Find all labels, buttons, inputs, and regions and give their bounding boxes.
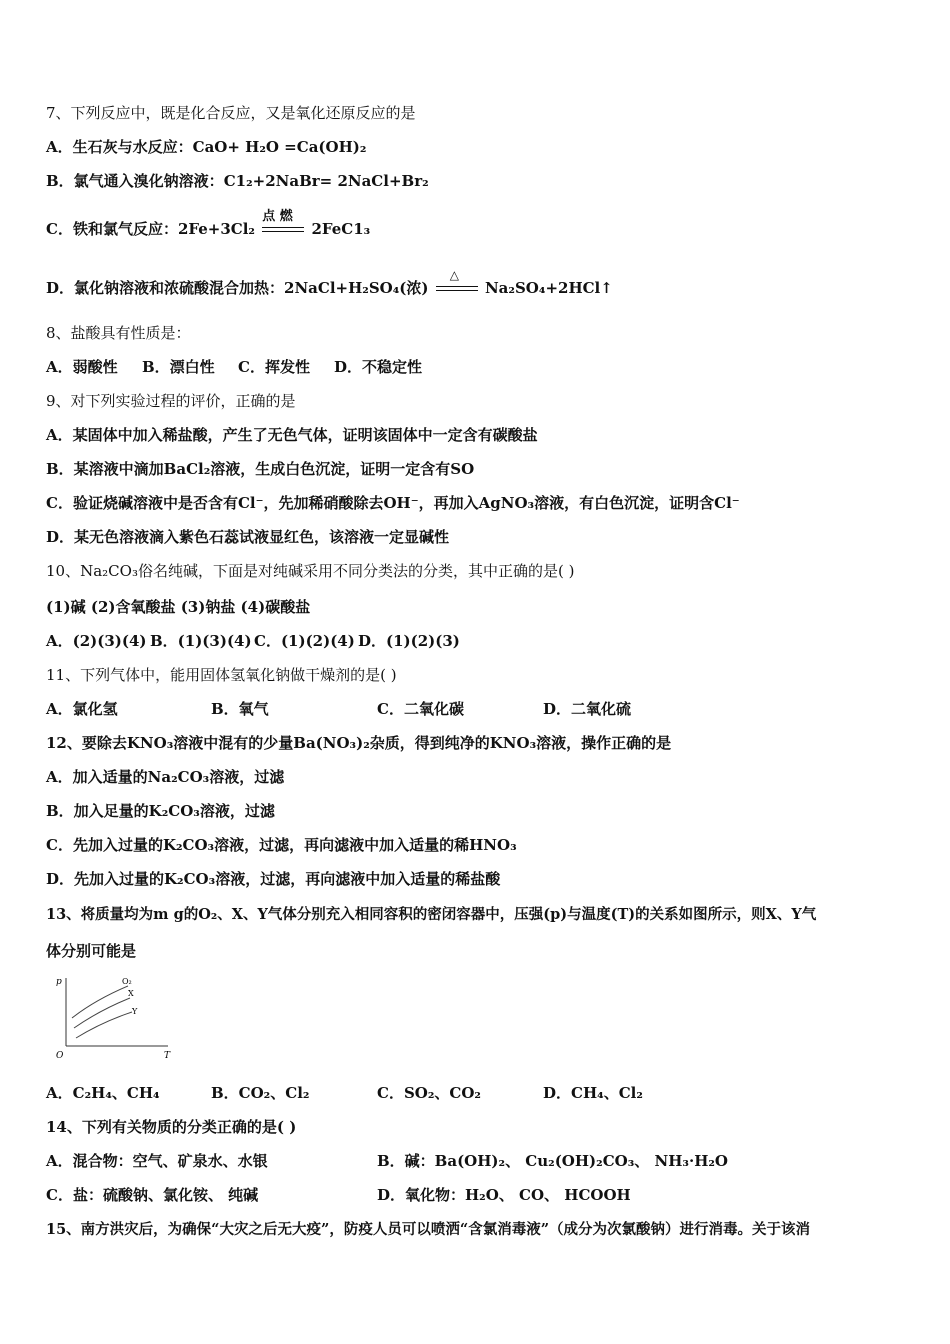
- q7-option-b-formula: C1₂+2NaBr= 2NaCl+Br₂: [223, 172, 429, 190]
- q14-option-b: B．碱：Ba(OH)₂、 Cu₂(OH)₂CO₃、 NH₃·H₂O: [377, 1152, 728, 1170]
- q7-option-a: [46, 136, 366, 157]
- q10-items: (1)碱 (2)含氧酸盐 (3)钠盐 (4)碳酸盐: [46, 598, 311, 616]
- q7-option-d-left: 2NaCl+H₂SO₄(浓): [284, 279, 429, 297]
- q9-option-a: A．某固体中加入稀盐酸，产生了无色气体，证明该固体中一定含有碳酸盐: [46, 426, 538, 444]
- q13-option-d: D．CH₄、Cl₂: [543, 1084, 643, 1102]
- q12-option-c: C．先加入过量的K₂CO₃溶液，过滤，再向滤液中加入适量的稀HNO₃: [46, 836, 517, 854]
- q7-option-a-formula: CaO+ H₂O =Ca(OH)₂: [192, 138, 367, 156]
- q12-stem: 12、要除去KNO₃溶液中混有的少量Ba(NO₃)₂杂质，得到纯净的KNO₃溶液，操作正确的是: [46, 734, 672, 752]
- q14-row2: [46, 1184, 631, 1205]
- q9-option-c: C．验证烧碱溶液中是否含有Cl⁻，先加稀硝酸除去OH⁻，再加入AgNO₃溶液，有白色沉淀，证明含Cl⁻: [46, 494, 740, 512]
- q13-stem-line2: 体分别可能是: [46, 942, 137, 960]
- q13-option-a: A．C₂H₄、CH₄: [46, 1084, 160, 1102]
- q10-stem: 10、Na₂CO₃俗名纯碱，下面是对纯碱采用不同分类法的分类，其中正确的是( ): [46, 562, 575, 580]
- q12-option-b: B．加入足量的K₂CO₃溶液，过滤: [46, 802, 275, 820]
- q9-option-b: B．某溶液中滴加BaCl₂溶液，生成白色沉淀，证明一定含有SO: [46, 460, 475, 478]
- q13-stem-line1: 13、将质量均为m g的O₂、X、Y气体分别充入相同容积的密闭容器中，压强(p)与温度(T)的关系如图所示，则X、Y气: [46, 906, 817, 923]
- q13-option-c: C．SO₂、CO₂: [377, 1084, 481, 1102]
- q12-option-d: D．先加入过量的K₂CO₃溶液，过滤，再向滤液中加入适量的稀盐酸: [46, 870, 501, 888]
- q11-option-d: D．二氧化硫: [543, 700, 632, 718]
- condition-ignite: 点 燃: [262, 209, 293, 224]
- q14-row1: [46, 1150, 728, 1171]
- q14-option-c: C．盐：硫酸钠、氯化铵、 纯碱: [46, 1186, 259, 1204]
- q11-stem: 11、下列气体中，能用固体氢氧化钠做干燥剂的是( ): [46, 666, 397, 684]
- q7-option-d-label: D．氯化钠溶液和浓硫酸混合加热：: [46, 279, 285, 297]
- curve-label-y: Y: [132, 1007, 138, 1016]
- q13-options: [46, 1082, 643, 1103]
- q11-option-c: C．二氧化碳: [377, 700, 464, 718]
- q10-option-d: D．(1)(2)(3): [358, 632, 460, 650]
- q8-option-c: C．挥发性: [238, 358, 310, 376]
- y-axis-label: p: [56, 977, 62, 987]
- q11-option-a: A．氯化氢: [46, 700, 118, 718]
- heat-symbol: △: [449, 268, 459, 282]
- q10-option-a: A．(2)(3)(4): [46, 632, 147, 650]
- q7-option-c-right: 2FeC1₃: [311, 220, 371, 238]
- q15-stem: 15、南方洪灾后，为确保“大灾之后无大疫”，防疫人员可以喷洒“含氯消毒液”（成分为次氯酸钠）进行消毒。关于该消: [46, 1221, 811, 1238]
- q9-stem: 9、对下列实验过程的评价，正确的是: [46, 392, 296, 410]
- q14-option-a: A．混合物：空气、矿泉水、水银: [46, 1152, 268, 1170]
- q8-stem: 8、盐酸具有性质是：: [46, 324, 191, 342]
- curve-label-x: X: [128, 989, 134, 998]
- q11-option-b: B．氧气: [211, 700, 269, 718]
- q9-option-d: D．某无色溶液滴入紫色石蕊试液显红色，该溶液一定显碱性: [46, 528, 450, 546]
- q8-option-b: B．漂白性: [142, 358, 215, 376]
- q7-option-a-label: A．生石灰与水反应：: [46, 138, 193, 156]
- q12-option-a: A．加入适量的Na₂CO₃溶液，过滤: [46, 768, 285, 786]
- q8-option-a: A．弱酸性: [46, 358, 118, 376]
- q8-options: [46, 356, 422, 377]
- q7-option-c-label: C．铁和氯气反应：: [46, 220, 178, 238]
- reaction-arrow-heat: [436, 268, 478, 296]
- q10-option-b: B．(1)(3)(4): [150, 632, 252, 650]
- q7-option-d: [46, 268, 613, 298]
- x-axis-label: T: [164, 1051, 171, 1061]
- q7-option-b-label: B．氯气通入溴化钠溶液：: [46, 172, 224, 190]
- q7-option-d-right: Na₂SO₄+2HCl↑: [484, 279, 613, 297]
- q11-options: [46, 698, 631, 719]
- origin-label: O: [56, 1051, 64, 1061]
- q7-option-b: [46, 170, 429, 191]
- q8-option-d: D．不稳定性: [334, 358, 423, 376]
- q10-options: [46, 630, 460, 651]
- curve-y: [76, 1012, 132, 1038]
- q13-option-b: B．CO₂、Cl₂: [211, 1084, 310, 1102]
- q10-option-c: C．(1)(2)(4): [254, 632, 355, 650]
- reaction-arrow-ignite: [262, 209, 304, 237]
- q14-option-d: D．氧化物：H₂O、 CO、 HCOOH: [377, 1186, 631, 1204]
- pressure-temperature-graph: [50, 972, 180, 1062]
- q7-option-c: [46, 209, 371, 239]
- curve-label-o2: O₂: [122, 977, 132, 986]
- q7-stem: 7、下列反应中，既是化合反应，又是氧化还原反应的是: [46, 104, 416, 122]
- q14-stem: 14、下列有关物质的分类正确的是( ): [46, 1118, 297, 1136]
- q7-option-c-left: 2Fe+3Cl₂: [177, 220, 255, 238]
